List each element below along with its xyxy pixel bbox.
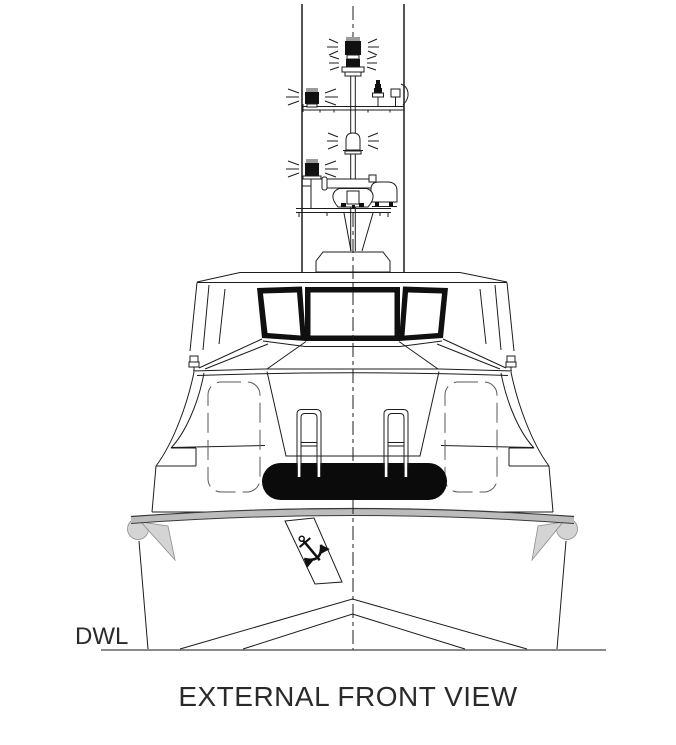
wheelhouse-window-right: [399, 287, 448, 342]
spreader-bar: [303, 104, 404, 113]
gps-antenna-icon: [373, 80, 384, 107]
radar-scanner: [333, 189, 373, 209]
wheelhouse-roof: [197, 273, 507, 283]
mast-pole: [344, 75, 373, 251]
spray-fin-left: [141, 522, 175, 560]
port-nav-light-upper: [286, 88, 338, 107]
waterline-label: DWL: [75, 623, 129, 650]
wind-sensor-icon: [391, 84, 408, 107]
spray-fin-right: [532, 522, 563, 560]
drawing-caption: EXTERNAL FRONT VIEW: [178, 681, 518, 712]
deck-cleat-right: [506, 356, 516, 371]
deck-cleat-left: [189, 356, 199, 371]
bow-fender: [262, 463, 447, 500]
searchlight: [369, 175, 397, 207]
wheelhouse-window-left: [257, 287, 306, 342]
masthead-light: [327, 37, 379, 76]
equipment-platform: [296, 209, 391, 218]
side-panel-left: [208, 382, 260, 492]
steaming-light: [327, 133, 379, 154]
side-panel-right: [445, 382, 497, 492]
